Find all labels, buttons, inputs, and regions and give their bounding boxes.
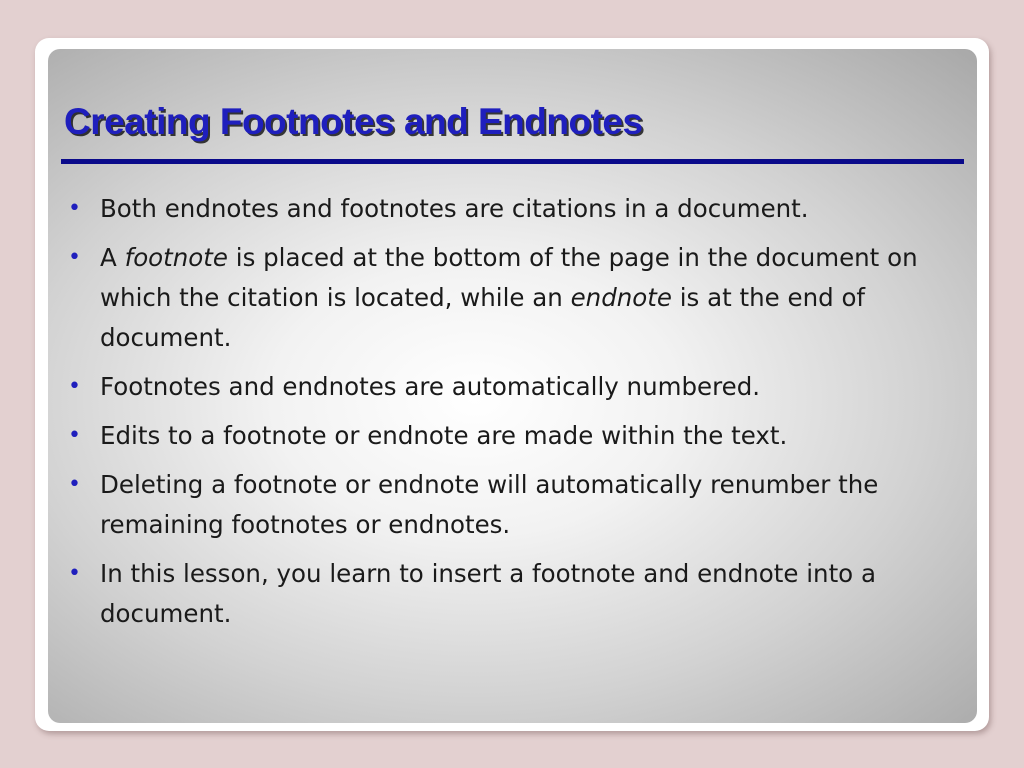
bullet-icon: • [68, 196, 81, 221]
bullet-text: Footnotes and endnotes are automatically numbered. [100, 372, 761, 401]
bullet-text-part: is at the end of document. [100, 283, 866, 352]
bullet-item [62, 416, 962, 456]
bullet-icon: • [68, 561, 81, 586]
bullet-text: Edits to a footnote or endnote are made within the text. [100, 421, 788, 450]
bullet-item [62, 554, 962, 634]
bullet-text: Both endnotes and footnotes are citations in a document. [100, 194, 809, 223]
bullet-item [62, 189, 962, 229]
bullet-icon: • [68, 245, 81, 270]
bullet-text-part: A [100, 243, 125, 272]
slide [48, 49, 977, 723]
bullet-icon: • [68, 472, 81, 497]
bullet-item [62, 465, 962, 545]
bullet-item [62, 367, 962, 407]
term-endnote: endnote [570, 283, 672, 312]
title-underline [61, 159, 964, 164]
bullet-list [62, 189, 962, 643]
bullet-text: Deleting a footnote or endnote will automatically renumber the remaining footnotes or endnotes. [100, 470, 879, 539]
bullet-text: In this lesson, you learn to insert a footnote and endnote into a document. [100, 559, 876, 628]
bullet-icon: • [68, 423, 81, 448]
bullet-icon: • [68, 374, 81, 399]
bullet-item [62, 238, 962, 358]
term-footnote: footnote [124, 243, 228, 272]
bullet-text-part: is placed at the bottom of the page in the document on which the citation is located, while an [100, 243, 918, 312]
slide-title: Creating Footnotes and Endnotes [64, 101, 643, 142]
